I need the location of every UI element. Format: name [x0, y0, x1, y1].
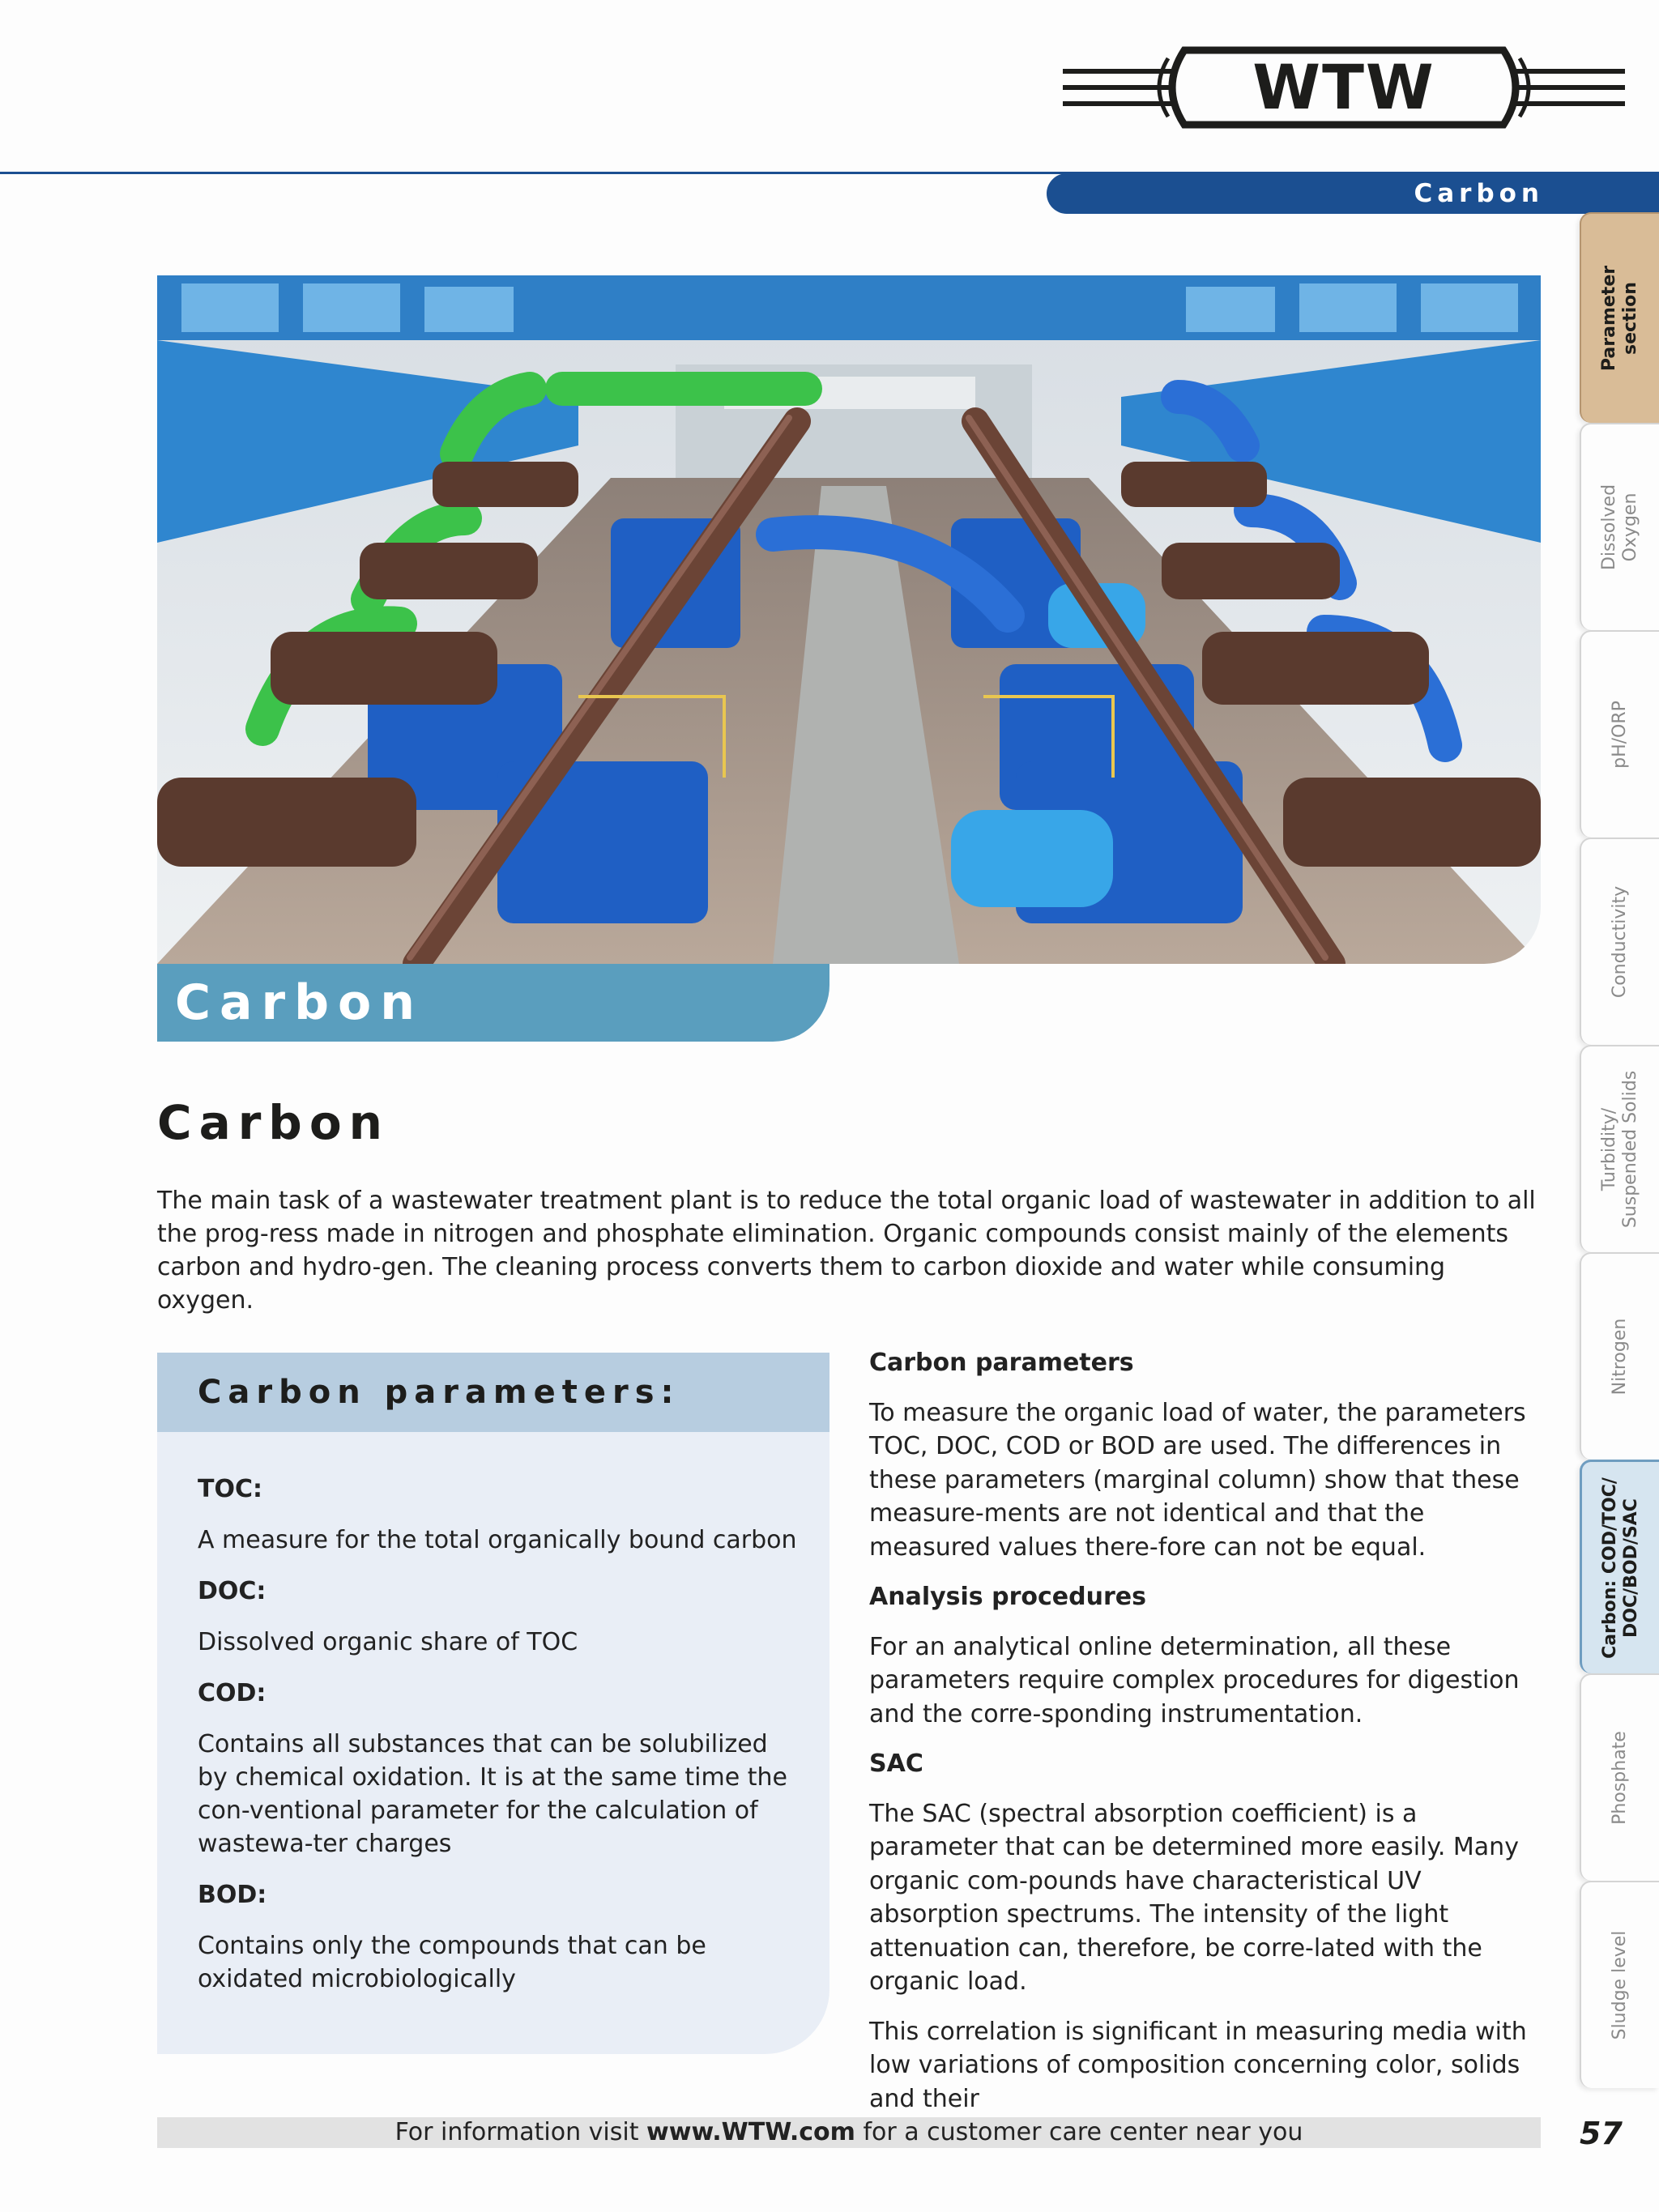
page-title: Carbon: [157, 1095, 390, 1150]
parameter-term: TOC:: [198, 1475, 262, 1503]
parameter-description: Contains only the compounds that can be oxidated microbiologically: [198, 1932, 706, 1993]
tab-phosphate[interactable]: Phosphate: [1580, 1673, 1659, 1881]
tab-parameter-section[interactable]: Parameter section: [1580, 212, 1659, 423]
section-text: To measure the organic load of water, the parameters TOC, DOC, COD or BOD are used. The differences in these parameters (marginal column) show that these measure-ments are not identical and that the measured values there-fore can not be equal.: [869, 1398, 1526, 1562]
footer-prefix: For information visit: [394, 2118, 647, 2146]
section-heading: SAC: [869, 1750, 923, 1778]
tab-dissolved-oxygen[interactable]: Dissolved Oxygen: [1580, 423, 1659, 630]
parameter-description: Dissolved organic share of TOC: [198, 1628, 578, 1656]
section-heading: Analysis procedures: [869, 1583, 1146, 1611]
parameter-term: BOD:: [198, 1881, 267, 1909]
tab-ph-orp[interactable]: pH/ORP: [1580, 630, 1659, 837]
parameter-term: COD:: [198, 1679, 267, 1707]
tab-nitrogen[interactable]: Nitrogen: [1580, 1252, 1659, 1460]
section-title: Carbon: [1047, 173, 1659, 214]
parameter-term: DOC:: [198, 1577, 267, 1605]
hero-label: Carbon: [157, 964, 830, 1042]
tab-sludge-level[interactable]: Sludge level: [1580, 1881, 1659, 2088]
tab-carbon[interactable]: Carbon: COD/TOC/ DOC/BOD/SAC: [1580, 1460, 1659, 1673]
right-column: [869, 1346, 1543, 2132]
tab-turbidity[interactable]: Turbidity/ Suspended Solids: [1580, 1045, 1659, 1252]
tab-conductivity[interactable]: Conductivity: [1580, 837, 1659, 1045]
footer-suffix: for a customer care center near you: [855, 2118, 1303, 2146]
wtw-logo: [1063, 42, 1625, 133]
page-number: 57: [1580, 2116, 1623, 2151]
parameters-box-title: Carbon parameters:: [157, 1353, 830, 1432]
footer-bar: [157, 2117, 1541, 2148]
section-text: The SAC (spectral absorption coefficient) is a parameter that can be determined more easily. Many organic com-pounds have characteristical UV absorption spectrums. The intensity of the light attenuation can, therefore, be corre-lated with the organic load.: [869, 1799, 1519, 1996]
logo-text: WTW: [1252, 51, 1435, 123]
hero-photo: [157, 275, 1541, 964]
footer-link[interactable]: www.WTW.com: [646, 2118, 855, 2146]
intro-paragraph: The main task of a wastewater treatment plant is to reduce the total organic load of wastewater in addition to all the prog-ress made in nitrogen and phosphate elimination. Organic compounds consist mainly of the elements carbon and hydro-gen. The cleaning process converts them to carbon dioxide and water while consuming oxygen.: [157, 1187, 1536, 1315]
parameter-description: Contains all substances that can be solubilized by chemical oxidation. It is at the same time the con-ventional parameter for the calculation of wastewa-ter charges: [198, 1730, 787, 1858]
section-text: For an analytical online determination, all these parameters require complex procedures for digestion and the corre-sponding instrumentation.: [869, 1632, 1520, 1728]
parameters-list: [198, 1473, 797, 2014]
closing-text: This correlation is significant in measuring media with low variations of composition concerning color, solids and their: [869, 2017, 1527, 2113]
parameter-description: A measure for the total organically bound carbon: [198, 1526, 797, 1554]
section-heading: Carbon parameters: [869, 1349, 1134, 1377]
